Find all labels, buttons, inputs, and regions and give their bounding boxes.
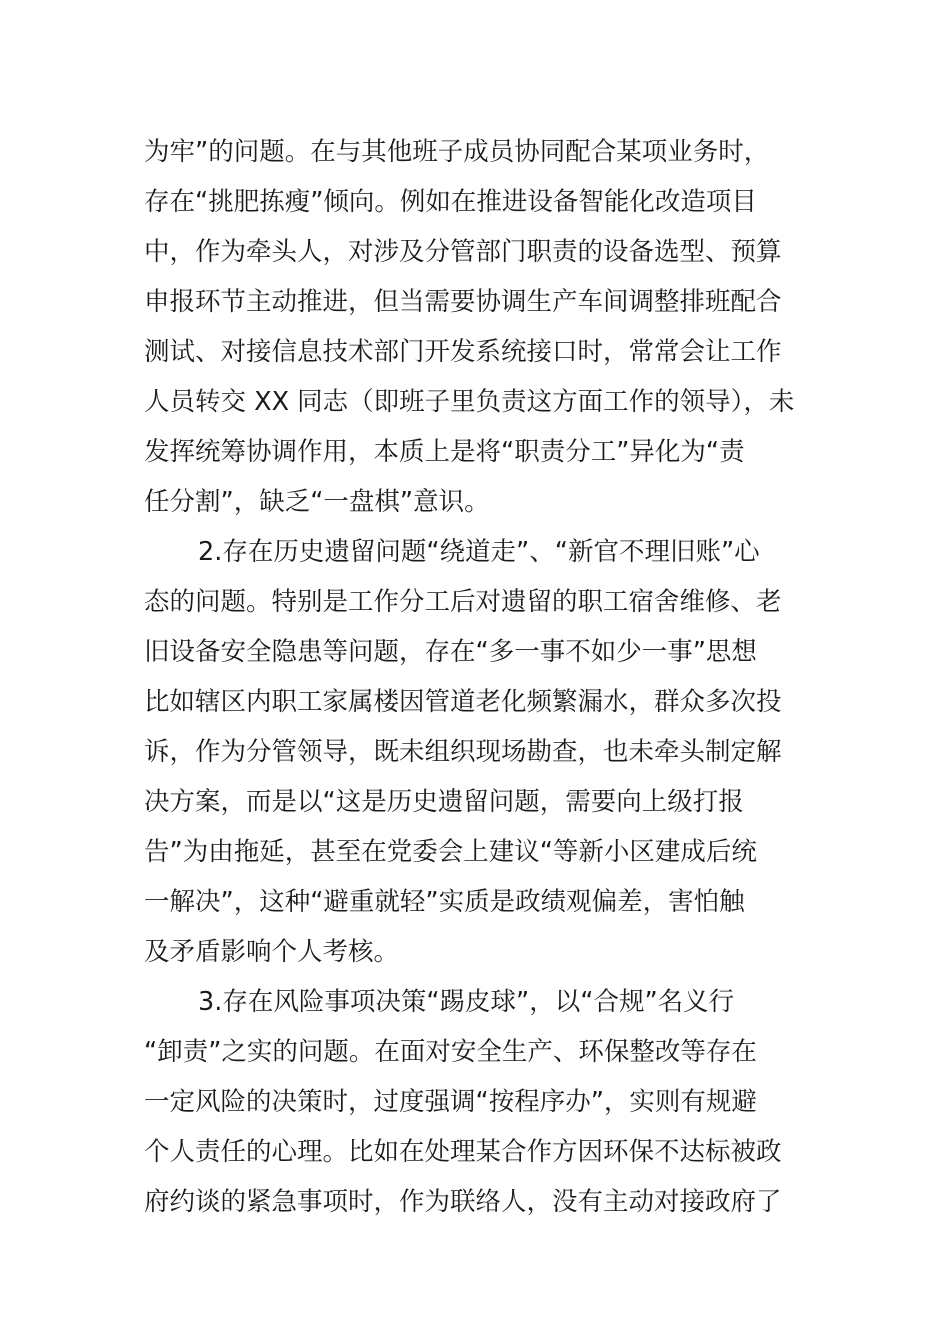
text-line: 比如辖区内职工家属楼因管道老化频繁漏水，群众多次投 <box>144 687 782 717</box>
text-line: 旧设备安全隐患等问题，存在“多一事不如少一事”思想 <box>144 637 757 667</box>
text-line: 存在“挑肥拣瘦”倾向。例如在推进设备智能化改造项目 <box>144 187 757 217</box>
text-line: 一解决”，这种“避重就轻”实质是政绩观偏差，害怕触 <box>144 887 745 917</box>
document-body <box>144 127 808 1227</box>
text-line: 及矛盾影响个人考核。 <box>144 937 400 967</box>
text-line: 个人责任的心理。比如在处理某合作方因环保不达标被政 <box>144 1137 782 1167</box>
text-line: 一定风险的决策时，过度强调“按程序办”，实则有规避 <box>144 1087 757 1117</box>
paragraph-3-first-line: 3.存在风险事项决策“踢皮球”，以“合规”名义行 <box>198 987 735 1017</box>
text-line: 人员转交 XX 同志（即班子里负责这方面工作的领导），未 <box>144 387 795 417</box>
text-line: 申报环节主动推进，但当需要协调生产车间调整排班配合 <box>144 287 782 317</box>
text-line: 告”为由拖延，甚至在党委会上建议“等新小区建成后统 <box>144 837 757 867</box>
text-line: 任分割”，缺乏“一盘棋”意识。 <box>144 487 490 517</box>
text-line: 中，作为牵头人，对涉及分管部门职责的设备选型、预算 <box>144 237 782 267</box>
text-line: 府约谈的紧急事项时，作为联络人，没有主动对接政府了 <box>144 1187 782 1217</box>
paragraph-2-first-line: 2.存在历史遗留问题“绕道走”、“新官不理旧账”心 <box>198 537 760 567</box>
text-line: 决方案，而是以“这是历史遗留问题，需要向上级打报 <box>144 787 744 817</box>
text-line: 为牢”的问题。在与其他班子成员协同配合某项业务时， <box>144 137 770 167</box>
text-line: 诉，作为分管领导，既未组织现场勘查，也未牵头制定解 <box>144 737 782 767</box>
text-line: “卸责”之实的问题。在面对安全生产、环保整改等存在 <box>144 1037 757 1067</box>
text-line: 测试、对接信息技术部门开发系统接口时，常常会让工作 <box>144 337 782 367</box>
text-line: 发挥统筹协调作用，本质上是将“职责分工”异化为“责 <box>144 437 745 467</box>
text-line: 态的问题。特别是工作分工后对遗留的职工宿舍维修、老 <box>144 587 782 617</box>
